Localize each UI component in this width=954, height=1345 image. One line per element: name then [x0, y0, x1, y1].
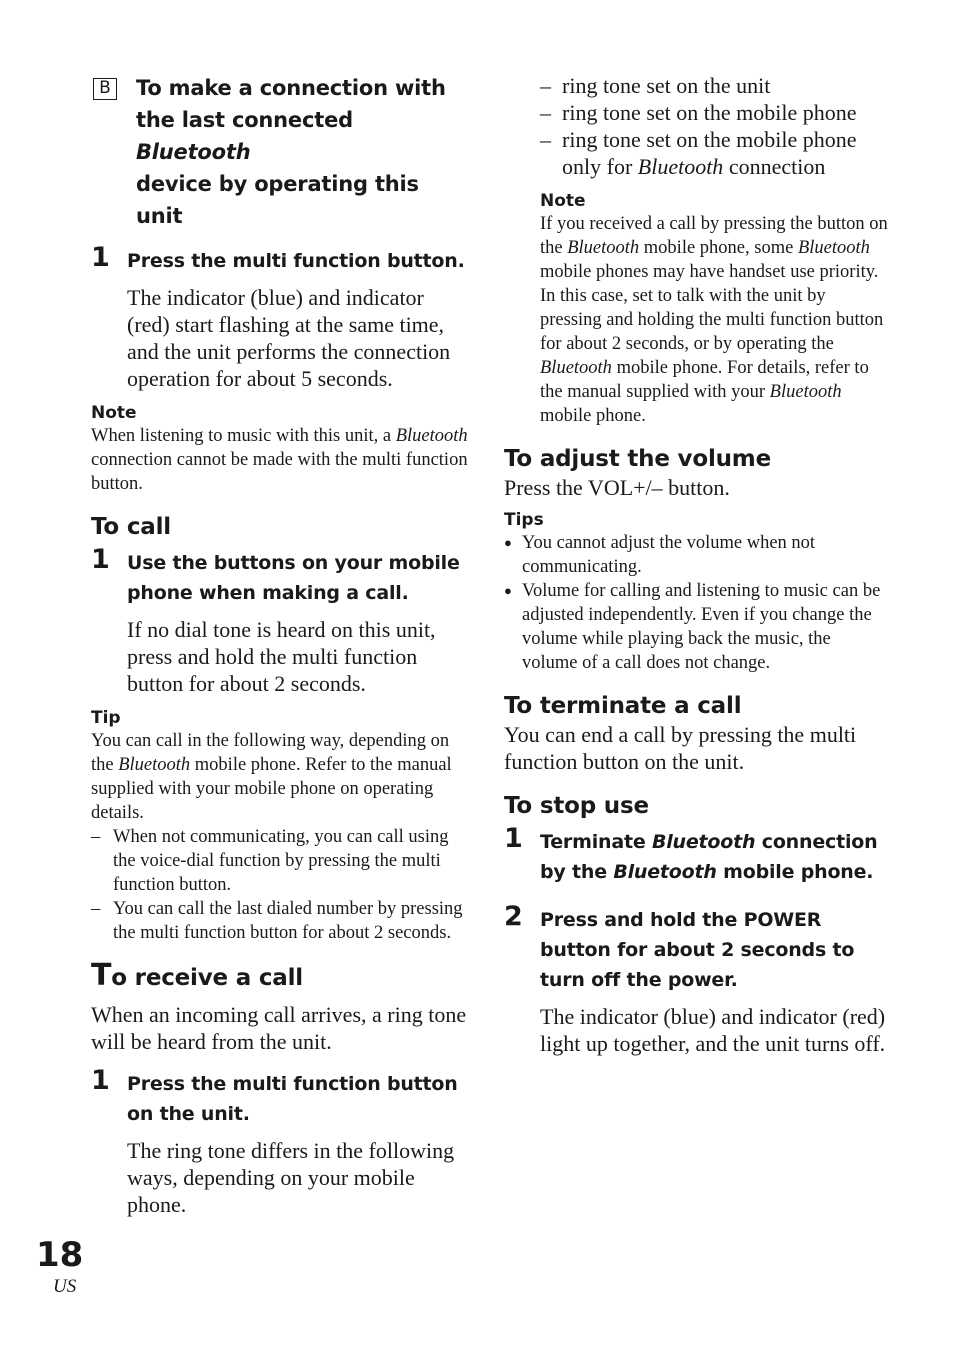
- step-title: Press the multi function button.: [127, 250, 465, 272]
- terminate-body: You can end a call by pressing the multi function button on the unit.: [504, 722, 857, 774]
- right-column: [504, 72, 889, 1057]
- step-body: The indicator (blue) and indicator (red) start flashing at the same time, and the unit performs the connection operation for about 5 seconds.: [127, 285, 451, 391]
- heading-to-call: To call: [91, 514, 171, 540]
- note-handset-priority: [540, 190, 889, 428]
- note-text: If you received a call by pressing the button on the Bluetooth mobile phone, some Bluetooth mobile phones may have handset use priority. In this case, set to talk with the unit by pressing and holding the multi function button for about 2 seconds, or by operating the Bluetooth mobile phone. For details, refer to the manual supplied with your Bluetooth mobile phone.: [540, 214, 888, 426]
- step-number: 2: [504, 901, 523, 932]
- list-item: ● You cannot adjust the volume when not communicating.: [504, 531, 889, 579]
- step-stop-2: [504, 901, 889, 1057]
- step-number: 1: [91, 1065, 110, 1096]
- tip-text: You can call in the following way, depending on the Bluetooth mobile phone. Refer to the manual supplied with your mobile phone on operating details.: [91, 731, 452, 823]
- receive-body: When an incoming call arrives, a ring tone will be heard from the unit.: [91, 1002, 467, 1054]
- list-item: ● Volume for calling and listening to music can be adjusted independently. Even if you change the volume while playing back the music, the volume of a call does not change.: [504, 579, 889, 675]
- tip-block: [91, 707, 471, 945]
- step-number: 1: [504, 823, 523, 854]
- region-code: US: [53, 1276, 77, 1297]
- step-title: Terminate Bluetooth connection by the Bluetooth mobile phone.: [540, 831, 878, 883]
- step-body: The ring tone differs in the following ways, depending on your mobile phone.: [127, 1138, 455, 1217]
- step-number: 1: [91, 544, 110, 575]
- step-stop-1: [504, 823, 889, 887]
- step-title: Use the buttons on your mobile phone when making a call.: [127, 552, 460, 604]
- heading-receive-call: To receive a call: [91, 958, 303, 993]
- page-number: 18: [36, 1235, 84, 1275]
- step-receive-1: [91, 1065, 471, 1218]
- tip-list: [91, 825, 471, 945]
- step-body: If no dial tone is heard on this unit, press and hold the multi function button for about 2 seconds.: [127, 617, 436, 696]
- section-b-title: To make a connection with the last connected Bluetooth device by operating this unit: [136, 76, 446, 228]
- list-item: – You can call the last dialed number by pressing the multi function button for about 2 seconds.: [91, 897, 471, 945]
- note-connection: [91, 402, 471, 496]
- note-label: Note: [540, 191, 586, 211]
- tip-label: Tip: [91, 708, 121, 728]
- step-body: The indicator (blue) and indicator (red) light up together, and the unit turns off.: [540, 1004, 886, 1056]
- list-item: – ring tone set on the mobile phone: [540, 99, 889, 126]
- ring-tone-list: [540, 72, 889, 180]
- section-marker-b: B: [93, 78, 117, 100]
- left-column: [91, 72, 471, 1218]
- step-call-1: [91, 544, 471, 697]
- heading-terminate-call: To terminate a call: [504, 693, 742, 719]
- note-text: When listening to music with this unit, a Bluetooth connection cannot be made with the multi function button.: [91, 426, 468, 494]
- volume-body: Press the VOL+/– button.: [504, 475, 730, 500]
- heading-adjust-volume: To adjust the volume: [504, 446, 771, 472]
- step-title: Press the multi function button on the unit.: [127, 1073, 458, 1125]
- note-label: Note: [91, 403, 137, 423]
- step-b1: [91, 242, 471, 392]
- section-b: [91, 72, 471, 232]
- heading-stop-use: To stop use: [504, 793, 649, 819]
- list-item: – When not communicating, you can call using the voice-dial function by pressing the multi function button.: [91, 825, 471, 897]
- tips-list: [504, 531, 889, 675]
- step-title: Press and hold the POWER button for about 2 seconds to turn off the power.: [540, 909, 855, 991]
- step-number: 1: [91, 242, 110, 273]
- list-item: – ring tone set on the mobile phone only for Bluetooth connection: [540, 126, 889, 180]
- tips-label: Tips: [504, 510, 544, 530]
- list-item: – ring tone set on the unit: [540, 72, 889, 99]
